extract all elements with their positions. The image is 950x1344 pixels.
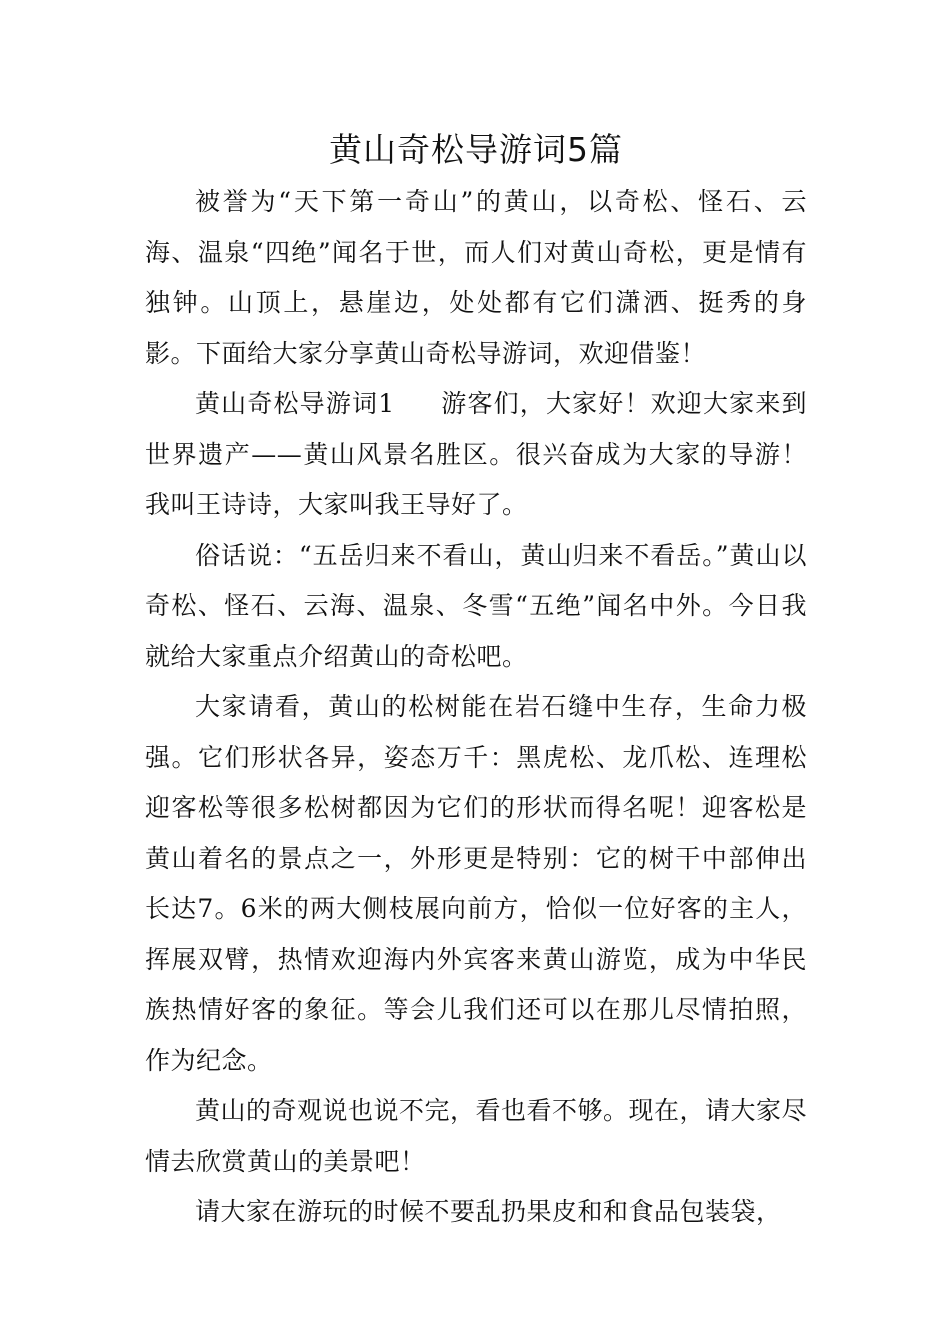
reminder-paragraph: 请大家在游玩的时候不要乱扔果皮和和食品包装袋，	[195, 1197, 782, 1226]
section-1-paragraph	[145, 379, 807, 531]
pine-description-paragraph: 大家请看，黄山的松树能在岩石缝中生存，生命力极强。它们形状各异，姿态万千：黑虎松、龙爪松、连理松迎客松等很多松树都因为它们的形状而得名呢！迎客松是黄山着名的景点之一，外形更是特别：它的树干中部伸出长达7。6米的两大侧枝展向前方，恰似一位好客的主人，挥展双臂，热情欢迎海内外宾客来黄山游览，成为中华民族热情好客的象征。等会儿我们还可以在那儿尽情拍照，作为纪念。	[145, 692, 807, 1075]
wonders-paragraph: 黄山的奇观说也说不完，看也看不够。现在，请大家尽情去欣赏黄山的美景吧！	[145, 1096, 808, 1176]
document-title: 黄山奇松导游词5篇	[329, 130, 623, 169]
document-page	[145, 125, 807, 1238]
section-1-heading: 黄山奇松导游词1	[195, 389, 395, 418]
section-1-body: 游客们，大家好！欢迎大家来到世界遗产——黄山风景名胜区。很兴奋成为大家的导游！我叫王诗诗，大家叫我王导好了。	[145, 389, 807, 519]
proverb-paragraph: 俗话说：“五岳归来不看山，黄山归来不看岳。”黄山以奇松、怪石、云海、温泉、冬雪“五绝”闻名中外。今日我就给大家重点介绍黄山的奇松吧。	[145, 540, 807, 671]
intro-paragraph: 被誉为“天下第一奇山”的黄山，以奇松、怪石、云海、温泉“四绝”闻名于世，而人们对黄山奇松，更是情有独钟。山顶上，悬崖边，处处都有它们潇洒、挺秀的身影。下面给大家分享黄山奇松导游词，欢迎借鉴！	[145, 187, 807, 368]
